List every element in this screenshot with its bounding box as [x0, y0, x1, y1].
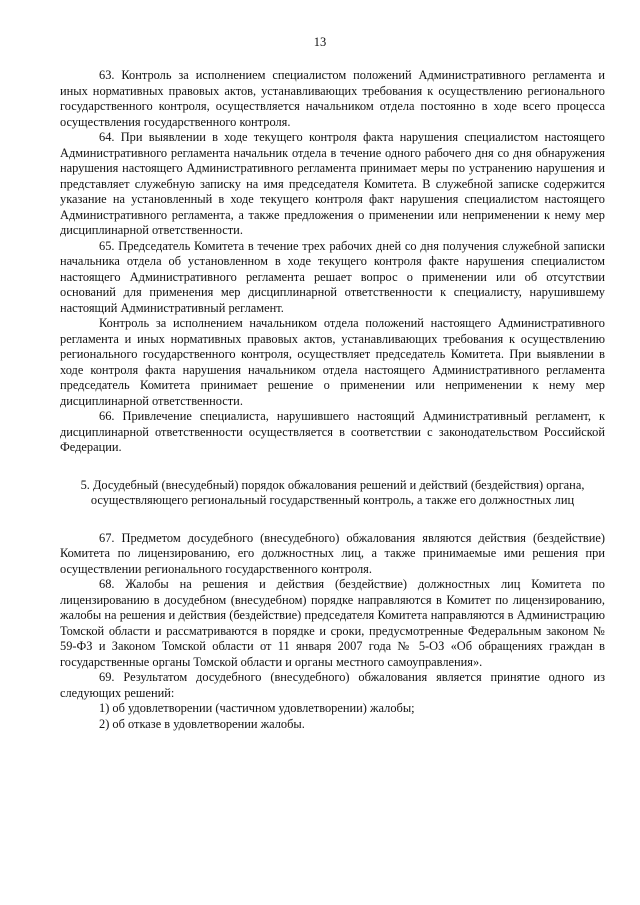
paragraph-68: 68. Жалобы на решения и действия (бездействие) должностных лиц Комитета по лицензированию в досудебном (внесудебном) порядке направляются в Комитет по лицензированию, жалобы на решения и действия (бездействие) председателя Комитета направляются в Администрацию Томской области и рассматриваются в порядке и сроки, предусмотренные Федеральным законом № 59-ФЗ и Законом Томской области от 11 января 2007 года № 5-ОЗ «Об обращениях граждан в государственные органы Томской области и органы местного самоуправления».	[60, 577, 605, 669]
paragraph-69: 69. Результатом досудебного (внесудебного) обжалования является принятие одного из следующих решений:	[60, 670, 605, 700]
paragraph-64: 64. При выявлении в ходе текущего контроля факта нарушения специалистом настоящего Административного регламента начальник отдела в течение одного рабочего дня со дня обнаружения нарушения настоящего Административного регламента принимает меры по устранению нарушения и представляет служебную записку на имя председателя Комитета. В служебной записке содержится указание на установленный в ходе текущего контроля факт нарушения специалистом настоящего Административного регламента, а также предложения о применении или неприменении к нему мер дисциплинарной ответственности.	[60, 130, 605, 237]
list-item: 1) об удовлетворении (частичном удовлетворении) жалобы;	[99, 701, 415, 715]
list-item: 2) об отказе в удовлетворении жалобы.	[99, 716, 305, 731]
paragraph-66: 66. Привлечение специалиста, нарушившего настоящий Административный регламент, к дисциплинарной ответственности осуществляется в соответствии с законодательством Российской Федерации.	[60, 409, 605, 454]
paragraph-63: 63. Контроль за исполнением специалистом положений Административного регламента и иных нормативных правовых актов, устанавливающих требования к осуществлению регионального государственного контроля, осуществляется начальником отдела постоянно в ходе всего процесса осуществления государственного контроля.	[60, 68, 605, 129]
paragraph-65: 65. Председатель Комитета в течение трех рабочих дней со дня получения служебной записки начальника отдела об установленном в ходе текущего контроля факте нарушения специалистом настоящего Административного регламента решает вопрос о применении или об отсутствии оснований для применения мер дисциплинарной ответственности к специалисту, нарушившему настоящий Административный регламент.	[60, 238, 605, 315]
paragraph-control: Контроль за исполнением начальником отдела положений настоящего Административного регламента и иных нормативных правовых актов, устанавливающих требования к осуществлению регионального государственного контроля, осуществляет председатель Комитета. При выявлении в ходе контроля факта нарушения начальником отдела настоящего Административного регламента председатель Комитета принимает решение о применении или неприменении к нему мер дисциплинарной ответственности.	[60, 316, 605, 408]
section-heading: 5. Досудебный (внесудебный) порядок обжалования решений и действий (бездействия) органа, осуществляющего региональный государственный контроль, а также его должностных лиц	[80, 477, 585, 507]
document-body	[60, 68, 605, 732]
page-number: 13	[313, 35, 327, 49]
paragraph-67: 67. Предметом досудебного (внесудебного) обжалования являются действия (бездействие) Комитета по лицензированию, его должностных лиц, а также принимаемые ими решения при осуществлении регионального государственного контроля.	[60, 530, 605, 576]
